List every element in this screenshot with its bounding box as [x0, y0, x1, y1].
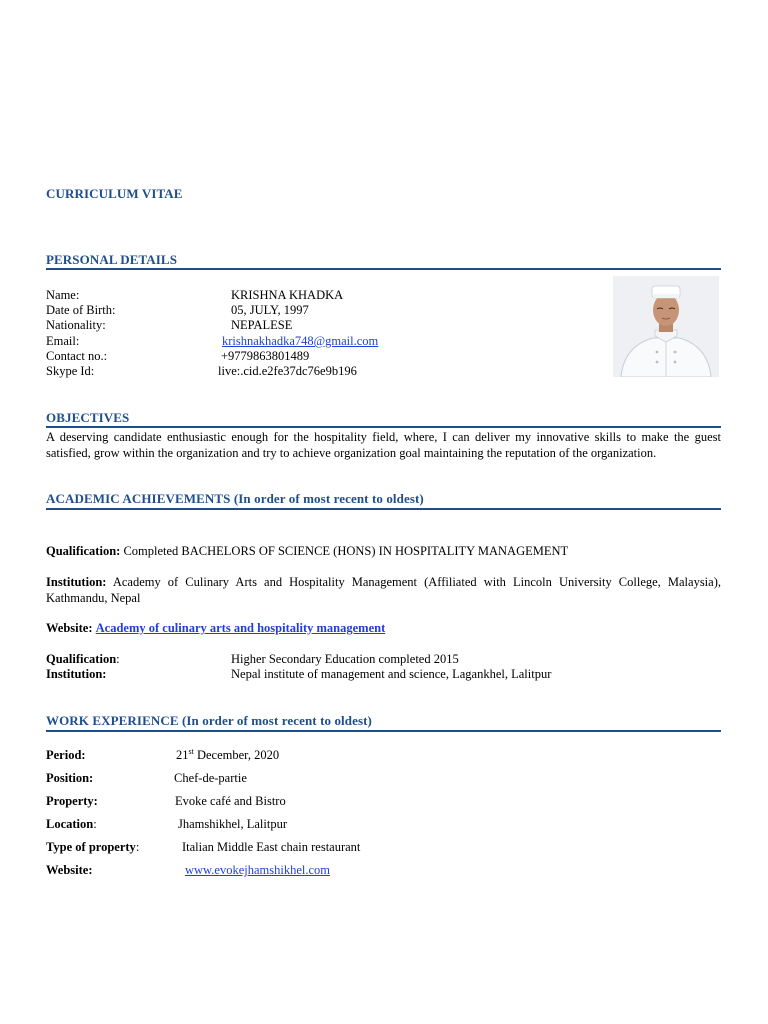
- dob-value: 05, JULY, 1997: [231, 303, 309, 317]
- objectives-text: A deserving candidate enthusiastic enough for the hospitality field, where, I can deliver my innovative skills to make the guest satisfied, grow within the organization and try to achieve organization goal maintaining the reputation of the organization.: [46, 430, 721, 460]
- email-label: Email:: [46, 334, 80, 348]
- period-day: 21: [176, 748, 189, 762]
- nationality-value: NEPALESE: [231, 318, 293, 332]
- personal-details-heading: PERSONAL DETAILS: [46, 252, 178, 267]
- institution-2-label: Institution:: [46, 667, 107, 681]
- location-colon: :: [93, 817, 97, 831]
- period-label: Period:: [46, 748, 86, 762]
- objectives-heading: OBJECTIVES: [46, 410, 130, 425]
- website-label: Website:: [46, 621, 93, 635]
- position-value: Chef-de-partie: [174, 771, 247, 785]
- property-value: Evoke café and Bistro: [175, 794, 286, 808]
- qualification-label: Qualification:: [46, 544, 121, 558]
- period-value: [176, 748, 279, 764]
- section-divider: [46, 426, 721, 428]
- location-label-group: [46, 817, 97, 833]
- qualification-2-value: Higher Secondary Education completed 2015: [231, 652, 459, 666]
- type-of-property-value: Italian Middle East chain restaurant: [182, 840, 361, 854]
- skype-label: Skype Id:: [46, 364, 95, 378]
- section-divider: [46, 508, 721, 510]
- location-label: Location: [46, 817, 94, 831]
- period-ordinal: st: [188, 746, 194, 756]
- position-label: Position:: [46, 771, 94, 785]
- type-label-group: [46, 840, 139, 856]
- qualification-label: Qualification: [46, 652, 117, 666]
- work-experience-heading: WORK EXPERIENCE (In order of most recent to oldest): [46, 713, 372, 728]
- email-link[interactable]: krishnakhadka748@gmail.com: [222, 334, 379, 348]
- work-website-label: Website:: [46, 863, 93, 877]
- institution-1: [46, 575, 721, 606]
- location-value: Jhamshikhel, Lalitpur: [178, 817, 288, 831]
- qualification-1: [46, 544, 568, 560]
- institution-2-value: Nepal institute of management and science, Lagankhel, Lalitpur: [231, 667, 552, 681]
- academic-website: [46, 621, 385, 637]
- nationality-label: Nationality:: [46, 318, 106, 332]
- qualification-value: Completed BACHELORS OF SCIENCE (HONS) IN HOSPITALITY MANAGEMENT: [123, 544, 569, 558]
- qualification-colon: :: [116, 652, 120, 666]
- academy-website-link[interactable]: Academy of culinary arts and hospitality management: [95, 621, 386, 635]
- document-title: CURRICULUM VITAE: [46, 186, 183, 201]
- type-colon: :: [135, 840, 140, 854]
- contact-label: Contact no.:: [46, 349, 108, 363]
- profile-photo: [613, 276, 719, 377]
- qualification-2-label-group: [46, 652, 120, 668]
- institution-value: Academy of Culinary Arts and Hospitality Management (Affiliated with Lincoln University College, Malaysia), Kathmandu, Nepal: [46, 575, 721, 605]
- period-rest: December, 2020: [193, 748, 280, 762]
- name-label: Name:: [46, 288, 80, 302]
- institution-label: Institution:: [46, 575, 107, 589]
- type-of-property-label: Type of property: [46, 840, 136, 854]
- name-value: KRISHNA KHADKA: [231, 288, 344, 302]
- academic-heading: ACADEMIC ACHIEVEMENTS (In order of most recent to oldest): [46, 491, 424, 506]
- property-label: Property:: [46, 794, 98, 808]
- evoke-website-link[interactable]: www.evokejhamshikhel.com: [185, 863, 330, 877]
- skype-value: live:.cid.e2fe37dc76e9b196: [218, 364, 357, 378]
- dob-label: Date of Birth:: [46, 303, 116, 317]
- section-divider: [46, 268, 721, 270]
- contact-value: +9779863801489: [221, 349, 310, 363]
- section-divider: [46, 730, 721, 732]
